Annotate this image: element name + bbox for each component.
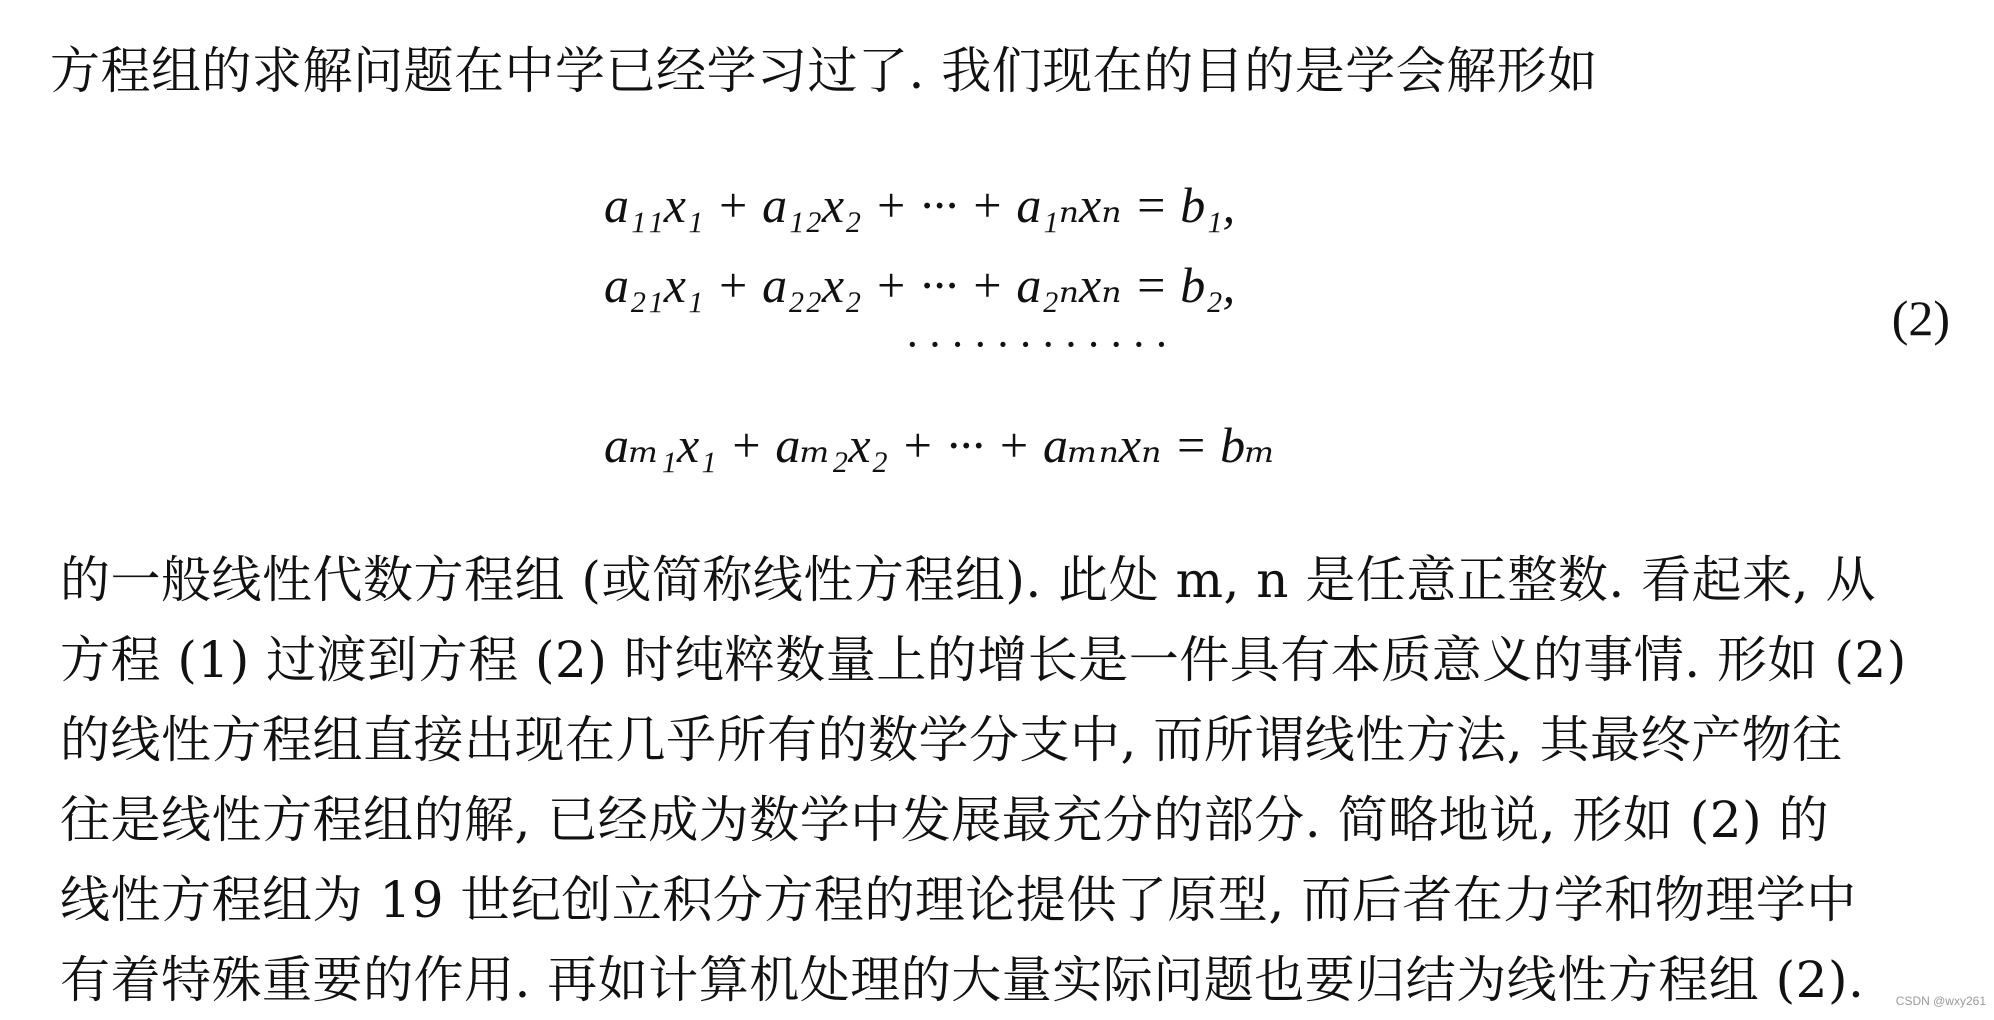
equation-row-m: aₘ₁x₁ + aₘ₂x₂ + ··· + aₘₙxₙ = bₘ [604,417,1276,473]
paragraph-line-4: 往是线性方程组的解, 已经成为数学中发展最充分的部分. 简略地说, 形如 (2) 的 [60,791,1829,849]
equation-system [0,160,1994,480]
paragraph-line-3: 的线性方程组直接出现在几乎所有的数学分支中, 而所谓线性方法, 其最终产物往 [60,711,1843,769]
source-watermark: CSDN @wxy261 [1895,994,1986,1008]
paragraph-line-6: 有着特殊重要的作用. 再如计算机处理的大量实际问题也要归结为线性方程组 (2). [60,951,1865,1009]
paragraph-line-5: 线性方程组为 19 世纪创立积分方程的理论提供了原型, 而后者在力学和物理学中 [60,871,1857,929]
equation-row-1: a₁₁x₁ + a₁₂x₂ + ··· + a₁ₙxₙ = b₁, [604,177,1236,233]
equation-number: (2) [1891,290,1950,346]
equation-row-2: a₂₁x₁ + a₂₂x₂ + ··· + a₂ₙxₙ = b₂, [604,257,1236,313]
intro-sentence: 方程组的求解问题在中学已经学习过了. 我们现在的目的是学会解形如 [50,42,1598,100]
paragraph-line-1: 的一般线性代数方程组 (或简称线性方程组). 此处 m, n 是任意正整数. 看起来, 从 [60,551,1876,609]
equation-ellipsis-row: ············ [905,320,1177,369]
body-paragraph [60,540,1960,1020]
paragraph-line-2: 方程 (1) 过渡到方程 (2) 时纯粹数量上的增长是一件具有本质意义的事情. 形如 (2) [60,631,1907,689]
